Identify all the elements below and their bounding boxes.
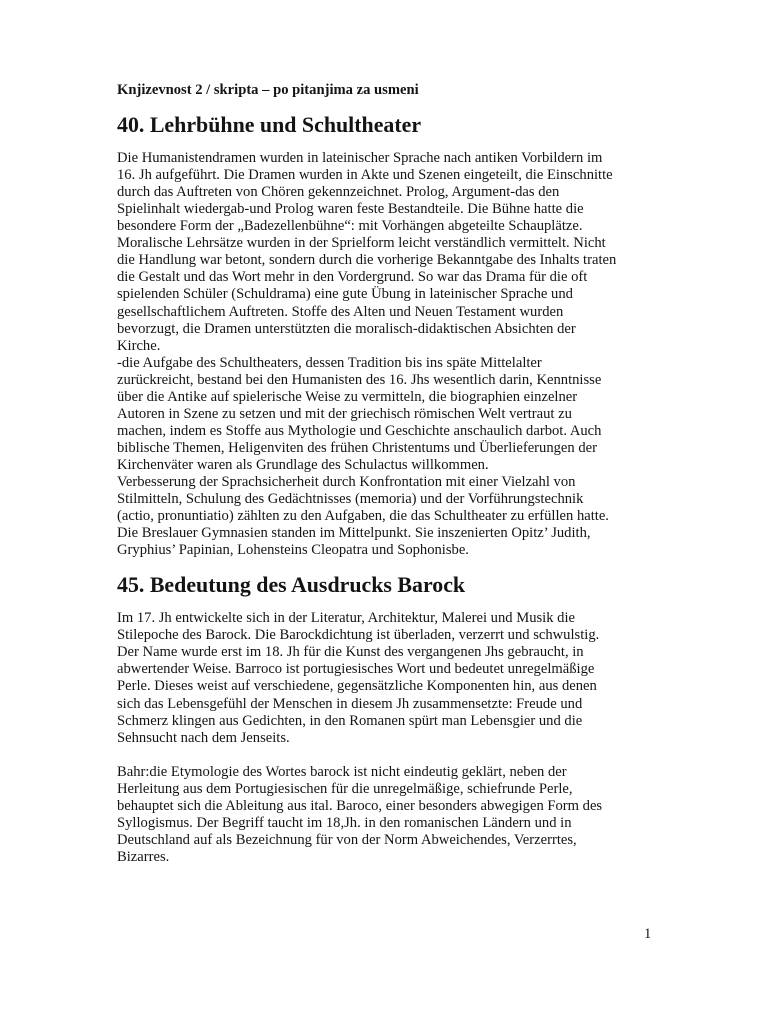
text-line: Kirche. <box>117 337 161 354</box>
text-line: 16. Jh aufgeführt. Die Dramen wurden in Akte und Szenen eingeteilt, die Einschnitte <box>117 167 613 184</box>
text-line: zurückreicht, bestand bei den Humanisten des 16. Jhs wesentlich darin, Kenntnisse <box>117 371 602 388</box>
text-line: Kirchenväter waren als Grundlage des Schulactus willkommen. <box>117 456 489 473</box>
text-line: behauptet sich die Ableitung aus ital. Baroco, einer besonders abwegigen Form des <box>117 797 603 814</box>
section-heading: 40. Lehrbühne und Schultheater <box>117 112 422 138</box>
paragraph <box>117 150 657 355</box>
text-line: Der Name wurde erst im 18. Jh für die Kunst des vergangenen Jhs gebraucht, in <box>117 644 584 661</box>
text-line: Herleitung aus dem Portugiesischen für die unregelmäßige, schiefrunde Perle, <box>117 780 573 797</box>
text-line: Stilepoche des Barock. Die Barockdichtung ist überladen, verzerrt und schwulstig. <box>117 627 600 644</box>
text-line: (actio, pronuntiatio) zählten zu den Aufgaben, die das Schultheater zu erfüllen hatte. <box>117 508 609 525</box>
paragraph <box>117 474 657 559</box>
text-line: Im 17. Jh entwickelte sich in der Literatur, Architektur, Malerei und Musik die <box>117 610 576 627</box>
page-content <box>117 82 657 866</box>
text-line: Die Breslauer Gymnasien standen im Mittelpunkt. Sie inszenierten Opitz’ Judith, <box>117 525 591 542</box>
section-barock <box>117 572 657 866</box>
text-line: Sehnsucht nach dem Jenseits. <box>117 729 290 746</box>
text-line: durch das Auftreten von Chören gekennzeichnet. Prolog, Argument-das den <box>117 184 560 201</box>
text-line: machen, indem es Stoffe aus Mythologie und Geschichte anschaulich darbot. Auch <box>117 422 602 439</box>
text-line: Perle. Dieses weist auf verschiedene, gegensätzliche Komponenten hin, aus denen <box>117 678 597 695</box>
paragraph <box>117 610 657 746</box>
text-line: Schmerz klingen aus Gedichten, in den Romanen spürt man Lebensgier und die <box>117 712 583 729</box>
text-line: bevorzugt, die Dramen unterstützten die moralisch-didaktischen Absichten der <box>117 320 576 337</box>
section-lehrbuehne <box>117 112 657 559</box>
text-line: Stilmitteln, Schulung des Gedächtnisses (memoria) und der Vorführungstechnik <box>117 491 584 508</box>
text-line: Bizarres. <box>117 848 170 865</box>
text-line: über die Antike auf spielerische Weise zu vermitteln, die biographien einzelner <box>117 388 578 405</box>
paragraph <box>117 355 657 474</box>
text-line: die Handlung war betont, sondern durch die vorherige Bekanntgabe des Inhalts traten <box>117 252 617 269</box>
text-line: biblische Themen, Heligenviten des frühen Christentums und Überlieferungen der <box>117 439 597 456</box>
text-line: Deutschland auf als Bezeichnung für von der Norm Abweichendes, Verzerrtes, <box>117 831 577 848</box>
text-line: spielenden Schüler (Schuldrama) eine gute Übung in lateinischer Sprache und <box>117 286 573 303</box>
text-line: Gryphius’ Papinian, Lohensteins Cleopatra und Sophonisbe. <box>117 542 469 559</box>
section-heading: 45. Bedeutung des Ausdrucks Barock <box>117 572 466 598</box>
text-line: besondere Form der „Badezellenbühne“: mit Vorhängen abgeteilte Schauplätze. <box>117 218 583 235</box>
text-line: Verbesserung der Sprachsicherheit durch Konfrontation mit einer Vielzahl von <box>117 473 576 490</box>
text-line: die Gestalt und das Wort mehr in den Vordergrund. So war das Drama für die oft <box>117 269 588 286</box>
text-line: -die Aufgabe des Schultheaters, dessen Tradition bis ins späte Mittelalter <box>117 354 542 371</box>
text-line: sich das Lebensgefühl der Menschen in diesem Jh zusammensetzte: Freude und <box>117 695 583 712</box>
paragraph <box>117 764 657 866</box>
text-line: abwertender Weise. Barroco ist portugiesisches Wort und bedeutet unregelmäßige <box>117 661 595 678</box>
text-line: Bahr:die Etymologie des Wortes barock ist nicht eindeutig geklärt, neben der <box>117 763 567 780</box>
text-line: Spielinhalt wiedergab-und Prolog waren feste Bestandteile. Die Bühne hatte die <box>117 201 584 218</box>
document-title: Knjizevnost 2 / skripta – po pitanjima za usmeni <box>117 82 419 98</box>
text-line: Die Humanistendramen wurden in lateinischer Sprache nach antiken Vorbildern im <box>117 150 603 167</box>
text-line: Moralische Lehrsätze wurden in der Sprielform leicht verständlich vermittelt. Nicht <box>117 235 606 252</box>
text-line: gesellschaftlichem Auftreten. Stoffe des Alten und Neuen Testament wurden <box>117 303 564 320</box>
text-line: Syllogismus. Der Begriff taucht im 18,Jh. in den romanischen Ländern und in <box>117 814 572 831</box>
text-line: Autoren in Szene zu setzen und mit der griechisch römischen Welt vertraut zu <box>117 405 572 422</box>
page-number: 1 <box>644 926 652 942</box>
